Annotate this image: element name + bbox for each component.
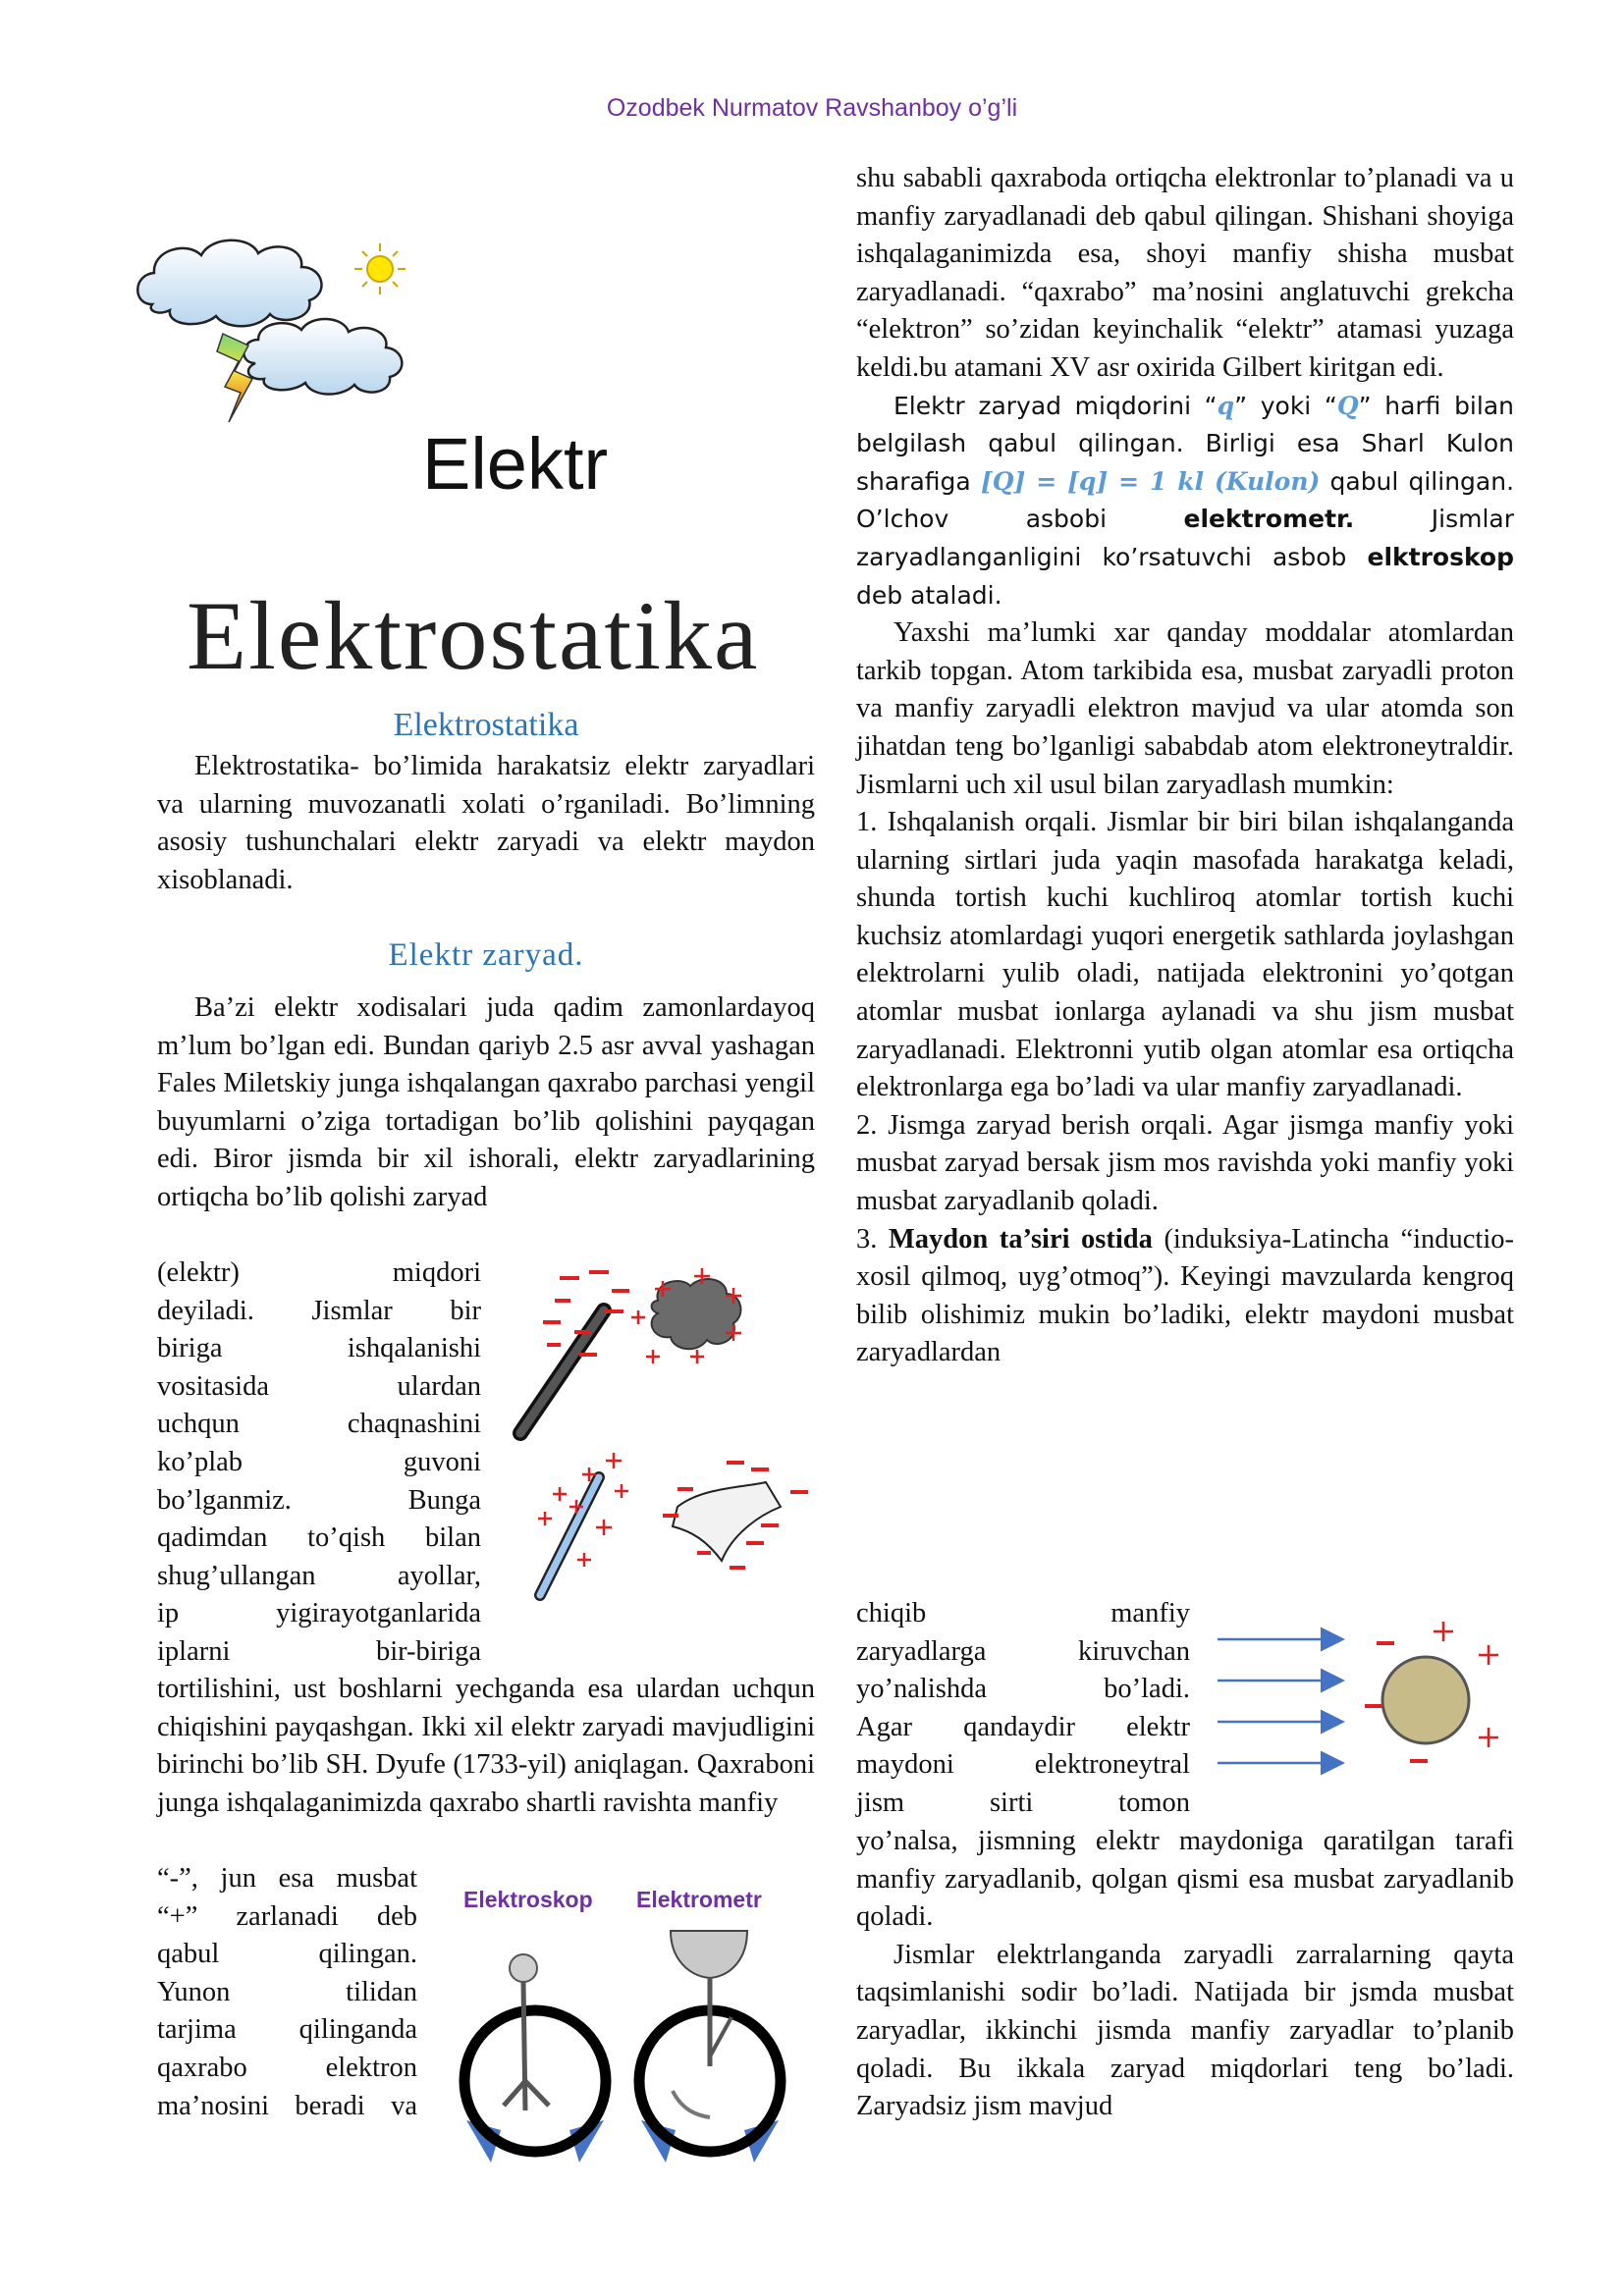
text-span: qabul qilingan. O’lchov asbobi [856,466,1515,534]
narrow-line: deyiladi. Jismlar bir [157,1295,481,1326]
intro-paragraph: Elektrostatika- bo’limida harakatsiz elektr zaryadlari va ularning muvozanatli xolati o’rganiladi. Bo’limning asosiy tushunchalari elektr zaryadi va elektr maydon xisoblanadi. [157,751,815,895]
silk-icon [673,1482,781,1561]
paragraph-4: 2. Jismga zaryad berish orqali. Agar jismga manfiy yoki musbat zaryad bersak jism mos ravishda yoki manfiy yoki musbat zaryadlanib qoladi. [856,1109,1514,1217]
paragraph-6: Jismlar elektrlanganda zaryadli zarralarning qayta taqsimlanishi sodir bo’ladi. Natijada bir jsmda musbat zaryadlar, ikkinchi jismda manfiy zaryadlar to’planib qoladi. Bu ikkala zaryad miqdorlari teng bo’ladi. Zaryadsiz jism mavjud [856,1939,1514,2122]
narrow-line: biriga ishqalanishi [157,1333,481,1364]
right-narrow-text [856,1595,1190,1823]
narrow-line: Agar qandaydir elektr [856,1711,1190,1742]
section-title: Elektrostatika [393,707,579,743]
field-arrows [1218,1639,1340,1763]
narrow-line: ip yigirayotganlarida [157,1598,481,1629]
cloud-icon [137,240,321,327]
narrow-line: “-”, jun esa musbat [157,1863,417,1894]
text-span: Elektr zaryad miqdorini “ [893,391,1218,420]
friction-figures [506,1266,820,1620]
text-span: (induksiya-Latincha “inductio-xosil qilmoq, uyg’otmoq”). Keyingi mavzularda kengroq bilib olishimiz mukin bo’ladiki, elektr maydoni musbat zaryadlardan [856,1223,1515,1368]
q-symbol: q [1217,391,1235,420]
narrow-line: uchqun chaqnashini [157,1409,481,1440]
text-span: deb ataladi. [856,580,1002,610]
page-header: Ozodbek Nurmatov Ravshanboy o’g’li [606,94,1018,122]
paragraph-1: Ba’zi elektr xodisalari juda qadim zamonlardayoq m’lum bo’lgan edi. Bundan qariyb 2.5 asr avval yashagan Fales Miletskiy junga ishqalangan qaxrabo parchasi yengil buyumlarni o’ziga tortadigan bo’lib qolishini payqagan edi. Biror jismda bir xil ishorali, elektr zaryadlarining ortiqcha bo’lib qolishi zaryad [157,992,815,1212]
elektrometr-label: Elektrometr [636,1887,762,1912]
narrow-line: qabul qilingan. [157,1939,417,1970]
lightning-icon [217,334,252,422]
narrow-line: Yunon tilidan [157,1976,417,2007]
text-span: ” harfi bilan belgilash qabul qilingan. Birligi esa Sharl Kulon sharafiga [856,391,1514,496]
left-paragraph [157,989,815,1217]
paragraph-5-tail: yo’nalsa, jismning elektr maydoniga qaratilgan tarafi manfiy zaryadlanib, qolgan qismi esa musbat zaryadlanib qoladi. [856,1826,1514,1933]
text-span: 3. [856,1223,878,1255]
handwritten-paragraph [856,388,1514,615]
subsection-title: Elektr zaryad. [388,937,584,973]
narrow-line: bo’lganmiz. Bunga [157,1484,481,1516]
left-narrow-text [157,1255,481,1672]
narrow-line: ma’nosini beradi va [157,2090,417,2121]
narrow-line: maydoni elektroneytral [856,1749,1190,1781]
weather-clipart [133,236,437,471]
narrow-line: jism sirti tomon [856,1787,1190,1818]
narrow-line: yo’nalishda bo’ladi. [856,1674,1190,1705]
paragraph-1-tail: tortilishini, ust boshlarni yechganda esa ulardan uchqun chiqishini payqashgan. Ikki xil elektr zaryadi mavjudligini birinchi bo’lib SH. Dyufe (1733-yil) aniqlagan. Qaxraboni junga ishqalaganimizda qaxrabo shartli ravishta manfiy [157,1674,815,1818]
left-narrow-text-2 [157,1860,417,2125]
neutral-body-icon [1382,1657,1469,1743]
cloud-icon [244,319,402,395]
elktroskop-term: elktroskop [1367,542,1514,571]
elektroskop-label: Elektroskop [463,1887,593,1912]
narrow-line: iplarni bir-biriga [157,1635,481,1667]
ebonite-rod-icon [520,1310,604,1433]
elektrometr-icon [639,1931,781,2163]
narrow-line: (elektr) miqdori [157,1257,481,1288]
narrow-line: qadimdan to’qish bilan [157,1522,481,1554]
narrow-line: zaryadlarga kiruvchan [856,1635,1190,1667]
left-intro [157,748,815,899]
Q-symbol: Q [1336,391,1359,420]
narrow-line: chiqib manfiy [856,1598,1190,1629]
paragraph-5 [856,1221,1514,1372]
induction-figure [1208,1610,1522,1806]
elektroskop-icon [464,1954,606,2163]
right-column [856,160,1514,1372]
paragraph-0: shu sababli qaxraboda ortiqcha elektronlar to’planadi va u manfiy zaryadlanadi deb qabul qilingan. Shishani shoyiga ishqalaganimizda esa, shoyi manfiy shisha musbat zaryadlanadi. “qaxrabo” ma’nosini anglatuvchi grekcha “elektron” so’zidan keyinchalik “elektr” atamasi yuzaga keldi.bu atamani XV asr oxirida Gilbert kiritgan edi. [856,163,1514,383]
paragraph-3: 1. Ishqalanish orqali. Jismlar bir biri bilan ishqalanganda ularning sirtlari juda yaqin masofada harakatga keladi, shunda tortish kuchi kuchliroq atomlar tortish kuchi kuchsiz atomlardagi yuqori energetik sathlarda joylashgan elektrolarni yulib oladi, natijada elektronini yo’qotgan atomlar musbat ionlarga aylanadi va shu jism musbat zaryadlanadi. Elektronni yutib olgan atomlar esa ortiqcha elektronlarga ega bo’ladi va ular manfiy zaryadlanadi. [856,807,1514,1103]
text-span: ” yoki “ [1234,391,1337,420]
left-tail [157,1671,815,1822]
narrow-line: qaxrabo elektron [157,2052,417,2083]
art-title: Elektr [422,423,609,505]
glass-rod-icon [540,1477,599,1595]
narrow-line: “+” zarlanadi deb [157,1900,417,1932]
narrow-line: vositasida ulardan [157,1370,481,1402]
text-span: Jismlar zaryadlanganligini ko’rsatuvchi asbob [856,505,1515,571]
page-title: Elektrostatika [187,581,760,690]
bold-term: Maydon ta’siri ostida [888,1223,1153,1255]
unit-formula: [Q] = [q] = 1 kl (Kulon) [980,466,1321,496]
narrow-line: shug’ullangan ayollar, [157,1560,481,1591]
instruments-figure [447,1919,800,2164]
right-tail [856,1823,1514,2126]
narrow-line: ko’plab guvoni [157,1446,481,1477]
sun-icon [354,243,406,294]
elektrometr-term: elektrometr. [1183,505,1355,534]
narrow-line: tarjima qilinganda [157,2014,417,2046]
paragraph-2: Yaxshi ma’lumki xar qanday moddalar atomlardan tarkib topgan. Atom tarkibida esa, musbat zaryadli proton va manfiy zaryadli elektron mavjud va ular atomda son jihatdan teng bo’lganligi sababdab atom elektroneytraldir. Jismlarni uch xil usul bilan zaryadlash mumkin: [856,617,1514,800]
